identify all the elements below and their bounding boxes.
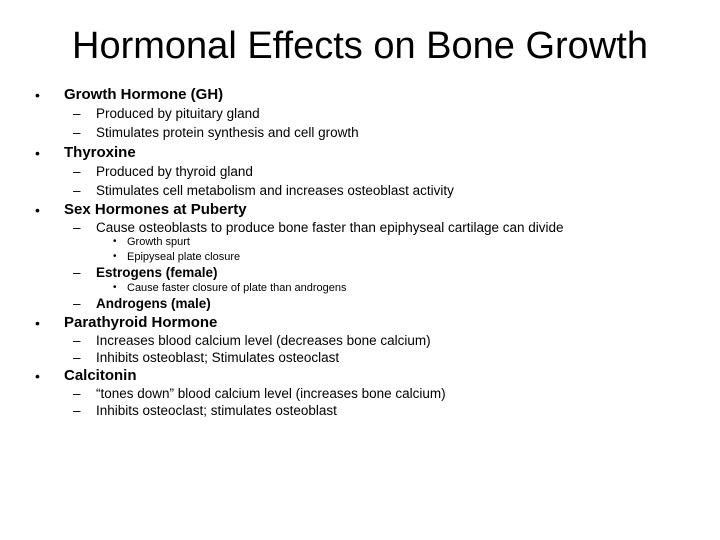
sub-item: Cause osteoblasts to produce bone faster than epiphyseal cartilage can divide (96, 220, 564, 235)
slide-title: Hormonal Effects on Bone Growth (72, 25, 648, 67)
sub-item: Increases blood calcium level (decreases bone calcium) (96, 333, 431, 348)
sub-sub-item: Growth spurt (127, 236, 190, 248)
bullet-icon: • (35, 87, 40, 103)
dash-icon: – (73, 386, 81, 401)
sub-item: Inhibits osteoblast; Stimulates osteoclast (96, 350, 340, 365)
sub-item: Produced by pituitary gland (96, 106, 260, 121)
sub-item: “tones down” blood calcium level (increases bone calcium) (96, 386, 446, 401)
sub-item-estrogens: Estrogens (female) (96, 265, 218, 280)
bullet-icon: • (35, 202, 40, 218)
item-growth-hormone: Growth Hormone (GH) (64, 86, 224, 103)
dash-icon: – (73, 333, 81, 348)
bullet-icon: • (35, 315, 40, 331)
dash-icon: – (73, 296, 81, 311)
bullet-icon: • (113, 236, 117, 247)
item-calcitonin: Calcitonin (64, 367, 137, 384)
sub-item-androgens: Androgens (male) (96, 296, 211, 311)
dash-icon: – (73, 106, 81, 121)
sub-item: Inhibits osteoclast; stimulates osteoblast (96, 403, 337, 418)
dash-icon: – (73, 125, 81, 140)
sub-sub-item: Cause faster closure of plate than androgens (127, 282, 347, 294)
bullet-icon: • (35, 145, 40, 161)
dash-icon: – (73, 265, 81, 280)
sub-item: Stimulates cell metabolism and increases osteoblast activity (96, 183, 454, 198)
bullet-icon: • (113, 251, 117, 262)
sub-sub-item: Epipyseal plate closure (127, 251, 241, 263)
dash-icon: – (73, 350, 81, 365)
item-sex-hormones: Sex Hormones at Puberty (64, 201, 247, 218)
dash-icon: – (73, 164, 81, 179)
sub-item: Produced by thyroid gland (96, 164, 253, 179)
bullet-icon: • (113, 282, 117, 293)
item-parathyroid-hormone: Parathyroid Hormone (64, 314, 218, 331)
item-thyroxine: Thyroxine (64, 144, 136, 161)
bullet-icon: • (35, 368, 40, 384)
dash-icon: – (73, 183, 81, 198)
dash-icon: – (73, 220, 81, 235)
sub-item: Stimulates protein synthesis and cell growth (96, 125, 359, 140)
dash-icon: – (73, 403, 81, 418)
